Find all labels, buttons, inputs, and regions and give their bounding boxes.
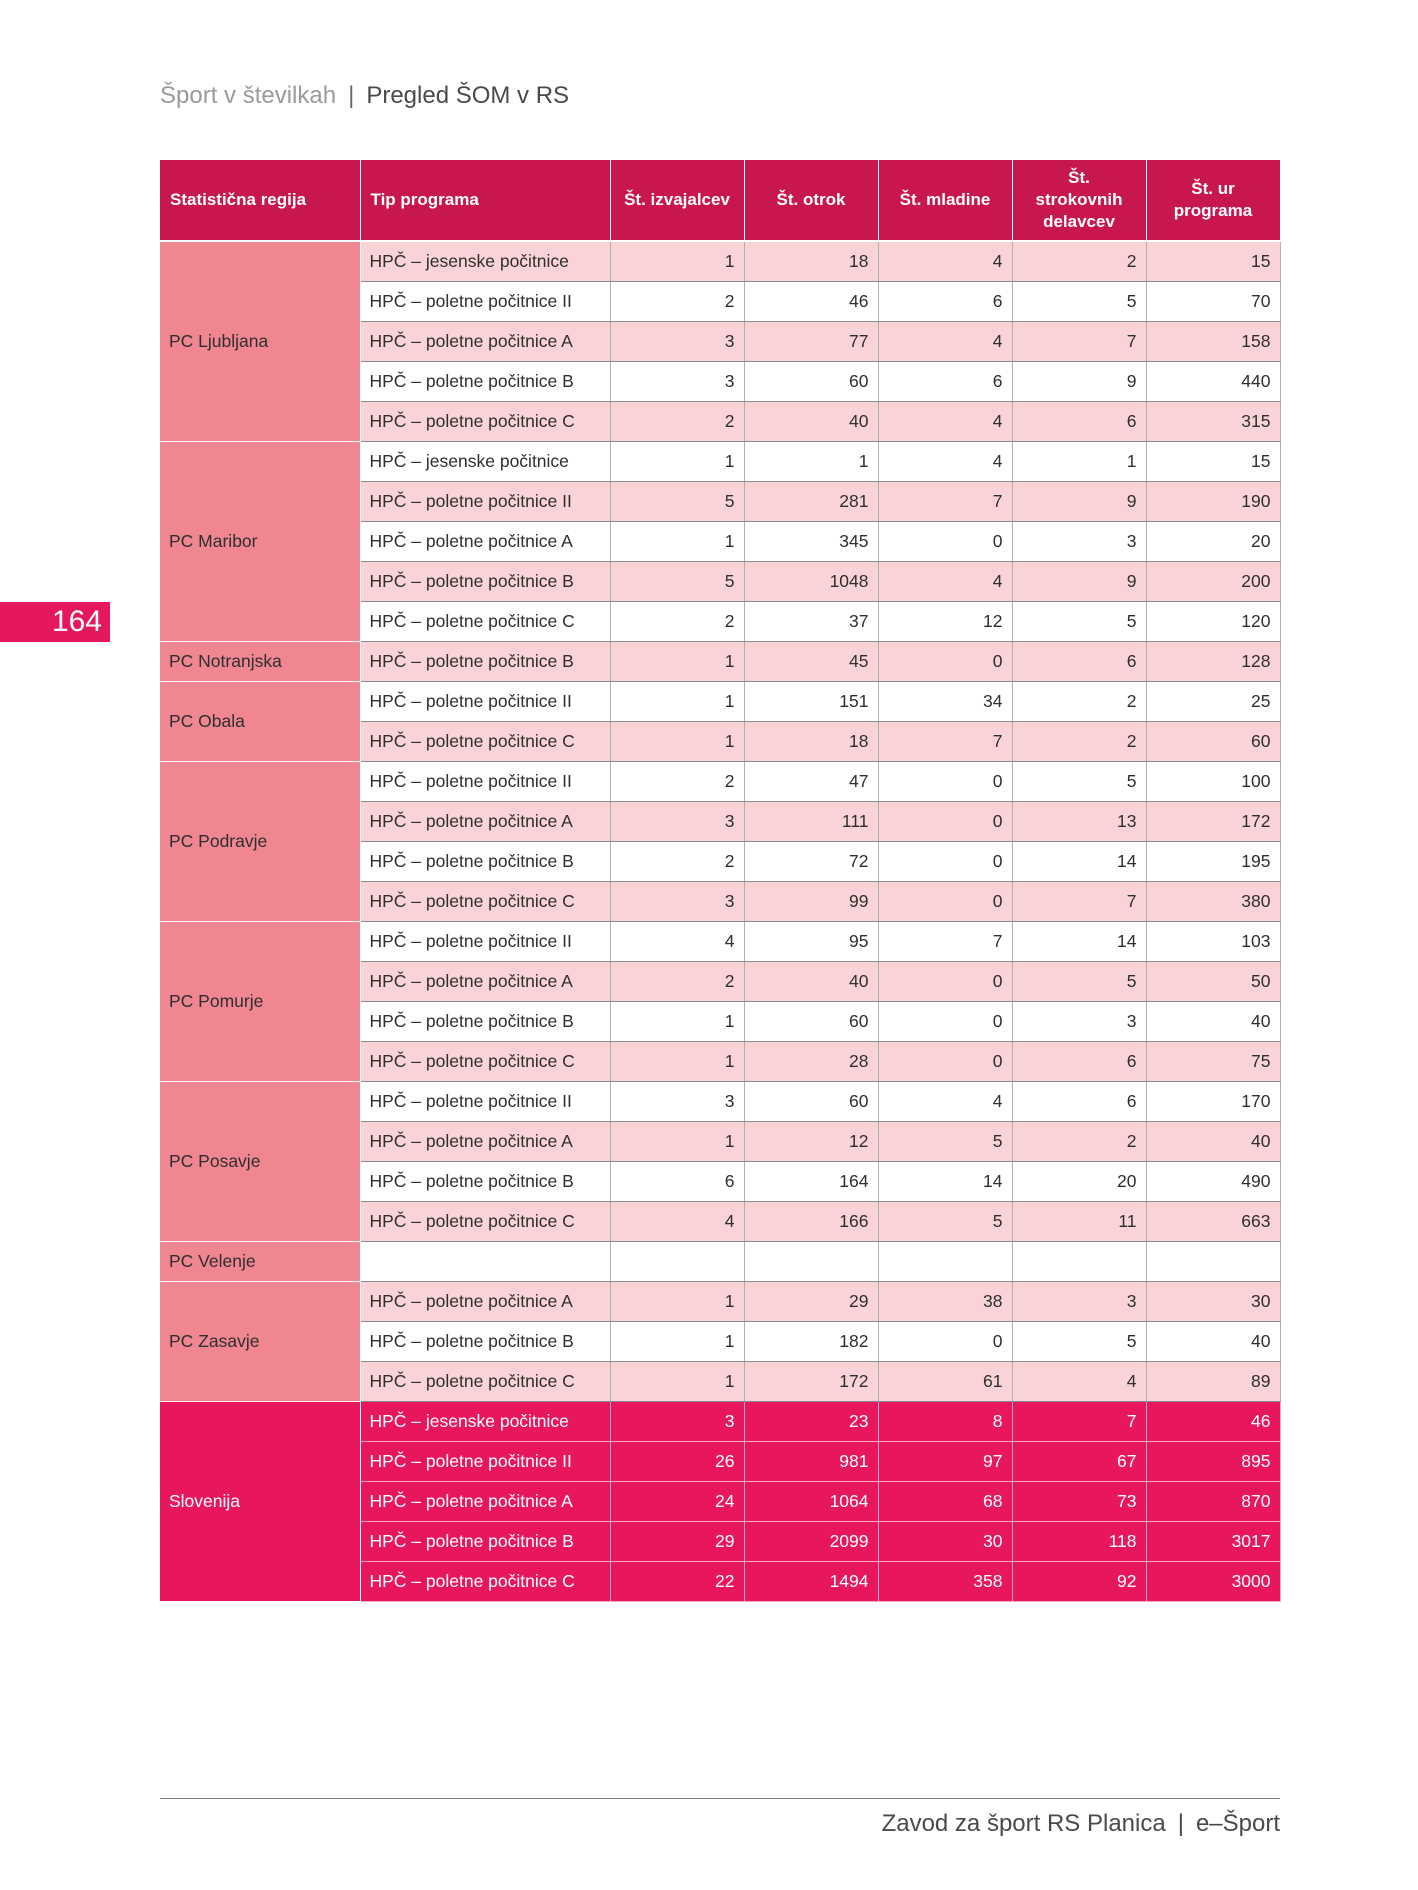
otroci-cell: 172: [744, 1362, 878, 1402]
mladina-cell: 7: [878, 482, 1012, 522]
table-row: [160, 241, 1280, 282]
program-cell: HPČ – poletne počitnice B: [360, 1002, 610, 1042]
izvajalci-cell: 1: [610, 642, 744, 682]
delavci-cell: 7: [1012, 882, 1146, 922]
otroci-cell: 45: [744, 642, 878, 682]
ure-cell: 40: [1146, 1002, 1280, 1042]
ure-cell: 663: [1146, 1202, 1280, 1242]
izvajalci-cell: 3: [610, 322, 744, 362]
ure-cell: 895: [1146, 1442, 1280, 1482]
izvajalci-cell: 22: [610, 1562, 744, 1602]
izvajalci-cell: 1: [610, 442, 744, 482]
otroci-cell: 18: [744, 241, 878, 282]
program-cell: HPČ – poletne počitnice B: [360, 642, 610, 682]
ure-cell: 15: [1146, 241, 1280, 282]
table-row: [160, 762, 1280, 802]
izvajalci-cell: 4: [610, 1202, 744, 1242]
delavci-cell: 4: [1012, 1362, 1146, 1402]
ure-cell: 490: [1146, 1162, 1280, 1202]
program-cell: HPČ – poletne počitnice C: [360, 602, 610, 642]
ure-cell: 40: [1146, 1122, 1280, 1162]
izvajalci-cell: 1: [610, 1042, 744, 1082]
program-cell: HPČ – poletne počitnice A: [360, 962, 610, 1002]
mladina-cell: 4: [878, 442, 1012, 482]
ure-cell: 20: [1146, 522, 1280, 562]
delavci-cell: 6: [1012, 1042, 1146, 1082]
program-cell: [360, 1242, 610, 1282]
delavci-cell: 2: [1012, 682, 1146, 722]
otroci-cell: 166: [744, 1202, 878, 1242]
ure-cell: 70: [1146, 282, 1280, 322]
mladina-cell: [878, 1242, 1012, 1282]
izvajalci-cell: 2: [610, 842, 744, 882]
running-head-title: Pregled ŠOM v RS: [366, 82, 570, 109]
program-cell: HPČ – poletne počitnice A: [360, 1122, 610, 1162]
program-cell: HPČ – jesenske počitnice: [360, 1402, 610, 1442]
delavci-cell: 73: [1012, 1482, 1146, 1522]
column-header: Statistična regija: [160, 160, 360, 241]
delavci-cell: 2: [1012, 722, 1146, 762]
mladina-cell: 7: [878, 922, 1012, 962]
ure-cell: 89: [1146, 1362, 1280, 1402]
region-cell: PC Posavje: [160, 1082, 360, 1242]
ure-cell: 190: [1146, 482, 1280, 522]
mladina-cell: 5: [878, 1202, 1012, 1242]
region-cell: PC Ljubljana: [160, 241, 360, 442]
otroci-cell: 111: [744, 802, 878, 842]
delavci-cell: 5: [1012, 282, 1146, 322]
otroci-cell: 18: [744, 722, 878, 762]
izvajalci-cell: [610, 1242, 744, 1282]
ure-cell: 25: [1146, 682, 1280, 722]
ure-cell: 870: [1146, 1482, 1280, 1522]
program-cell: HPČ – poletne počitnice C: [360, 722, 610, 762]
delavci-cell: 3: [1012, 1002, 1146, 1042]
otroci-cell: 1494: [744, 1562, 878, 1602]
otroci-cell: 12: [744, 1122, 878, 1162]
page-number: 164: [51, 605, 102, 638]
otroci-cell: 29: [744, 1282, 878, 1322]
ure-cell: 103: [1146, 922, 1280, 962]
ure-cell: 40: [1146, 1322, 1280, 1362]
otroci-cell: 1064: [744, 1482, 878, 1522]
region-cell: PC Notranjska: [160, 642, 360, 682]
delavci-cell: 5: [1012, 762, 1146, 802]
running-head-section: Šport v številkah: [160, 82, 337, 109]
mladina-cell: 38: [878, 1282, 1012, 1322]
ure-cell: 380: [1146, 882, 1280, 922]
mladina-cell: 12: [878, 602, 1012, 642]
ure-cell: 200: [1146, 562, 1280, 602]
otroci-cell: 60: [744, 1082, 878, 1122]
otroci-cell: 28: [744, 1042, 878, 1082]
delavci-cell: 7: [1012, 322, 1146, 362]
mladina-cell: 68: [878, 1482, 1012, 1522]
region-cell: PC Zasavje: [160, 1282, 360, 1402]
column-header: Št. mladine: [878, 160, 1012, 241]
delavci-cell: 3: [1012, 1282, 1146, 1322]
footer-separator: |: [1177, 1810, 1184, 1837]
delavci-cell: 92: [1012, 1562, 1146, 1602]
otroci-cell: 47: [744, 762, 878, 802]
program-cell: HPČ – jesenske počitnice: [360, 442, 610, 482]
program-cell: HPČ – poletne počitnice A: [360, 1282, 610, 1322]
footer-divider: [160, 1798, 1280, 1799]
delavci-cell: 5: [1012, 1322, 1146, 1362]
program-cell: HPČ – poletne počitnice II: [360, 282, 610, 322]
mladina-cell: 0: [878, 522, 1012, 562]
delavci-cell: 1: [1012, 442, 1146, 482]
program-cell: HPČ – poletne počitnice B: [360, 362, 610, 402]
ure-cell: 158: [1146, 322, 1280, 362]
otroci-cell: 60: [744, 362, 878, 402]
otroci-cell: 1048: [744, 562, 878, 602]
izvajalci-cell: 3: [610, 362, 744, 402]
otroci-cell: 72: [744, 842, 878, 882]
column-header: Št. ur programa: [1146, 160, 1280, 241]
table-header-row: [160, 160, 1280, 241]
izvajalci-cell: 4: [610, 922, 744, 962]
delavci-cell: 5: [1012, 602, 1146, 642]
mladina-cell: 4: [878, 241, 1012, 282]
izvajalci-cell: 1: [610, 241, 744, 282]
ure-cell: 50: [1146, 962, 1280, 1002]
izvajalci-cell: 2: [610, 602, 744, 642]
delavci-cell: 13: [1012, 802, 1146, 842]
otroci-cell: 151: [744, 682, 878, 722]
footer: [882, 1810, 1280, 1838]
mladina-cell: 0: [878, 762, 1012, 802]
program-cell: HPČ – poletne počitnice II: [360, 1082, 610, 1122]
program-cell: HPČ – jesenske počitnice: [360, 241, 610, 282]
izvajalci-cell: 1: [610, 1362, 744, 1402]
izvajalci-cell: 2: [610, 402, 744, 442]
delavci-cell: 7: [1012, 1402, 1146, 1442]
izvajalci-cell: 2: [610, 962, 744, 1002]
table-row: [160, 1402, 1280, 1442]
region-cell: Slovenija: [160, 1402, 360, 1602]
izvajalci-cell: 3: [610, 882, 744, 922]
page-number-tab: [0, 602, 110, 642]
delavci-cell: 118: [1012, 1522, 1146, 1562]
program-cell: HPČ – poletne počitnice C: [360, 882, 610, 922]
delavci-cell: 9: [1012, 482, 1146, 522]
delavci-cell: 9: [1012, 362, 1146, 402]
ure-cell: 128: [1146, 642, 1280, 682]
delavci-cell: 14: [1012, 842, 1146, 882]
column-header: Tip programa: [360, 160, 610, 241]
column-header: Št. strokovnih delavcev: [1012, 160, 1146, 241]
program-cell: HPČ – poletne počitnice C: [360, 1202, 610, 1242]
mladina-cell: 0: [878, 842, 1012, 882]
mladina-cell: 6: [878, 282, 1012, 322]
izvajalci-cell: 1: [610, 722, 744, 762]
ure-cell: 172: [1146, 802, 1280, 842]
ure-cell: [1146, 1242, 1280, 1282]
program-cell: HPČ – poletne počitnice C: [360, 1042, 610, 1082]
table-row: [160, 1282, 1280, 1322]
column-header: Št. otrok: [744, 160, 878, 241]
izvajalci-cell: 1: [610, 1322, 744, 1362]
mladina-cell: 30: [878, 1522, 1012, 1562]
ure-cell: 75: [1146, 1042, 1280, 1082]
delavci-cell: 11: [1012, 1202, 1146, 1242]
izvajalci-cell: 1: [610, 522, 744, 562]
ure-cell: 30: [1146, 1282, 1280, 1322]
table-row: [160, 1082, 1280, 1122]
izvajalci-cell: 24: [610, 1482, 744, 1522]
otroci-cell: 164: [744, 1162, 878, 1202]
otroci-cell: 77: [744, 322, 878, 362]
mladina-cell: 4: [878, 1082, 1012, 1122]
table-row: [160, 642, 1280, 682]
program-cell: HPČ – poletne počitnice A: [360, 522, 610, 562]
delavci-cell: 3: [1012, 522, 1146, 562]
delavci-cell: 14: [1012, 922, 1146, 962]
program-cell: HPČ – poletne počitnice B: [360, 842, 610, 882]
delavci-cell: 2: [1012, 1122, 1146, 1162]
program-cell: HPČ – poletne počitnice II: [360, 922, 610, 962]
izvajalci-cell: 1: [610, 1122, 744, 1162]
izvajalci-cell: 2: [610, 762, 744, 802]
table-row: [160, 682, 1280, 722]
mladina-cell: 0: [878, 1322, 1012, 1362]
mladina-cell: 0: [878, 642, 1012, 682]
program-cell: HPČ – poletne počitnice II: [360, 1442, 610, 1482]
ure-cell: 440: [1146, 362, 1280, 402]
mladina-cell: 97: [878, 1442, 1012, 1482]
program-cell: HPČ – poletne počitnice B: [360, 562, 610, 602]
otroci-cell: 2099: [744, 1522, 878, 1562]
delavci-cell: 6: [1012, 402, 1146, 442]
mladina-cell: 4: [878, 562, 1012, 602]
delavci-cell: 5: [1012, 962, 1146, 1002]
ure-cell: 60: [1146, 722, 1280, 762]
footer-series: e–Šport: [1195, 1810, 1280, 1837]
mladina-cell: 0: [878, 1002, 1012, 1042]
otroci-cell: 60: [744, 1002, 878, 1042]
ure-cell: 120: [1146, 602, 1280, 642]
mladina-cell: 358: [878, 1562, 1012, 1602]
otroci-cell: 46: [744, 282, 878, 322]
otroci-cell: 281: [744, 482, 878, 522]
delavci-cell: 20: [1012, 1162, 1146, 1202]
otroci-cell: 37: [744, 602, 878, 642]
table-row: [160, 922, 1280, 962]
program-cell: HPČ – poletne počitnice C: [360, 1562, 610, 1602]
program-cell: HPČ – poletne počitnice II: [360, 762, 610, 802]
program-cell: HPČ – poletne počitnice II: [360, 482, 610, 522]
izvajalci-cell: 6: [610, 1162, 744, 1202]
otroci-cell: 40: [744, 962, 878, 1002]
program-cell: HPČ – poletne počitnice A: [360, 802, 610, 842]
mladina-cell: 4: [878, 322, 1012, 362]
region-cell: PC Podravje: [160, 762, 360, 922]
mladina-cell: 8: [878, 1402, 1012, 1442]
program-cell: HPČ – poletne počitnice II: [360, 682, 610, 722]
mladina-cell: 0: [878, 962, 1012, 1002]
region-cell: PC Pomurje: [160, 922, 360, 1082]
mladina-cell: 7: [878, 722, 1012, 762]
otroci-cell: 23: [744, 1402, 878, 1442]
table-body: [160, 241, 1280, 1602]
table-row: [160, 1242, 1280, 1282]
delavci-cell: 67: [1012, 1442, 1146, 1482]
footer-publisher: Zavod za šport RS Planica: [881, 1810, 1166, 1837]
otroci-cell: [744, 1242, 878, 1282]
program-cell: HPČ – poletne počitnice C: [360, 402, 610, 442]
region-cell: PC Velenje: [160, 1242, 360, 1282]
izvajalci-cell: 3: [610, 1402, 744, 1442]
program-cell: HPČ – poletne počitnice C: [360, 1362, 610, 1402]
program-cell: HPČ – poletne počitnice B: [360, 1162, 610, 1202]
izvajalci-cell: 5: [610, 482, 744, 522]
izvajalci-cell: 3: [610, 1082, 744, 1122]
program-cell: HPČ – poletne počitnice A: [360, 322, 610, 362]
delavci-cell: [1012, 1242, 1146, 1282]
programs-table: [160, 160, 1281, 1602]
program-cell: HPČ – poletne počitnice A: [360, 1482, 610, 1522]
mladina-cell: 4: [878, 402, 1012, 442]
delavci-cell: 2: [1012, 241, 1146, 282]
mladina-cell: 0: [878, 1042, 1012, 1082]
mladina-cell: 61: [878, 1362, 1012, 1402]
program-cell: HPČ – poletne počitnice B: [360, 1522, 610, 1562]
delavci-cell: 6: [1012, 642, 1146, 682]
program-cell: HPČ – poletne počitnice B: [360, 1322, 610, 1362]
otroci-cell: 345: [744, 522, 878, 562]
mladina-cell: 0: [878, 802, 1012, 842]
region-cell: PC Maribor: [160, 442, 360, 642]
otroci-cell: 40: [744, 402, 878, 442]
ure-cell: 46: [1146, 1402, 1280, 1442]
ure-cell: 195: [1146, 842, 1280, 882]
ure-cell: 3017: [1146, 1522, 1280, 1562]
izvajalci-cell: 26: [610, 1442, 744, 1482]
mladina-cell: 6: [878, 362, 1012, 402]
mladina-cell: 34: [878, 682, 1012, 722]
region-cell: PC Obala: [160, 682, 360, 762]
izvajalci-cell: 1: [610, 682, 744, 722]
mladina-cell: 5: [878, 1122, 1012, 1162]
otroci-cell: 95: [744, 922, 878, 962]
ure-cell: 15: [1146, 442, 1280, 482]
ure-cell: 315: [1146, 402, 1280, 442]
mladina-cell: 0: [878, 882, 1012, 922]
izvajalci-cell: 1: [610, 1282, 744, 1322]
mladina-cell: 14: [878, 1162, 1012, 1202]
izvajalci-cell: 5: [610, 562, 744, 602]
ure-cell: 170: [1146, 1082, 1280, 1122]
otroci-cell: 981: [744, 1442, 878, 1482]
delavci-cell: 9: [1012, 562, 1146, 602]
otroci-cell: 182: [744, 1322, 878, 1362]
izvajalci-cell: 2: [610, 282, 744, 322]
column-header: Št. izvajalcev: [610, 160, 744, 241]
table-row: [160, 442, 1280, 482]
ure-cell: 100: [1146, 762, 1280, 802]
izvajalci-cell: 1: [610, 1002, 744, 1042]
running-head: [160, 82, 569, 110]
running-head-separator: |: [348, 82, 355, 109]
otroci-cell: 99: [744, 882, 878, 922]
ure-cell: 3000: [1146, 1562, 1280, 1602]
otroci-cell: 1: [744, 442, 878, 482]
izvajalci-cell: 3: [610, 802, 744, 842]
delavci-cell: 6: [1012, 1082, 1146, 1122]
izvajalci-cell: 29: [610, 1522, 744, 1562]
